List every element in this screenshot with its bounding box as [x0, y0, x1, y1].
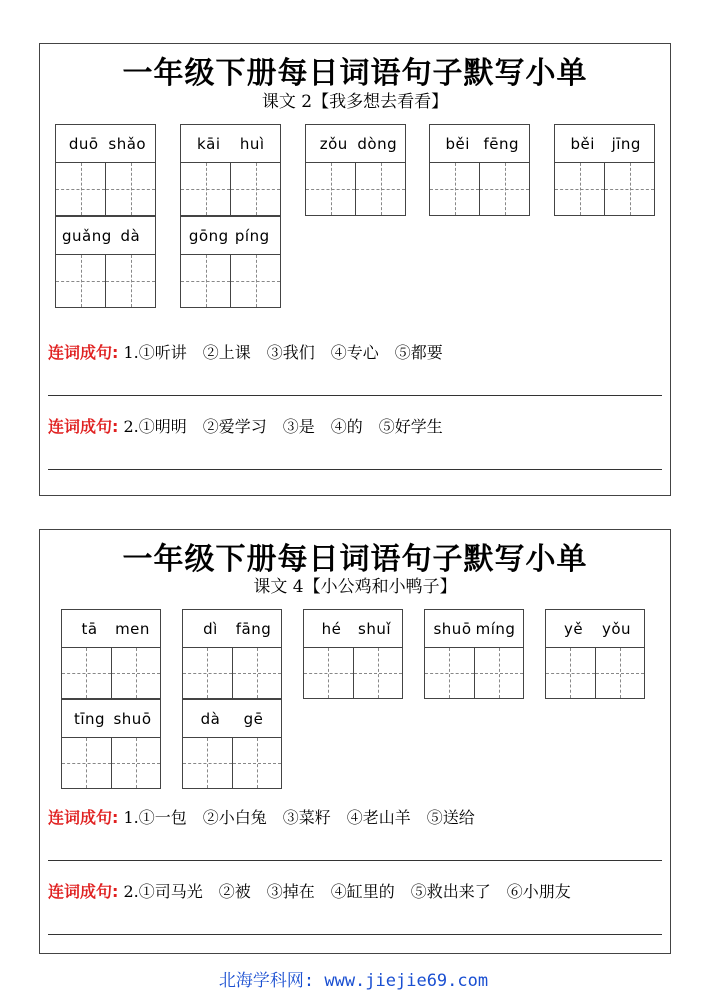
- pinyin-row: běi jīng: [555, 125, 654, 163]
- pinyin-row: hé shuǐ: [304, 610, 402, 648]
- answer-line[interactable]: [48, 469, 662, 470]
- exercise-words: 2.①司马光 ②被 ③掉在 ④缸里的 ⑤救出来了 ⑥小朋友: [123, 882, 571, 901]
- answer-line[interactable]: [48, 395, 662, 396]
- site-footer: 北海学科网: www.jiejie69.com: [218, 971, 489, 991]
- word-box-1: [61, 609, 161, 699]
- sheet-title: 一年级下册每日词语句子默写小单: [122, 542, 588, 577]
- exercise-label: 连词成句:: [48, 808, 119, 827]
- writing-grid[interactable]: [183, 648, 281, 698]
- word-box-3: [305, 124, 406, 216]
- pinyin-row: běi fēng: [430, 125, 529, 163]
- word-box-7: [180, 216, 281, 308]
- word-box-7: [182, 699, 282, 789]
- pinyin-row: yě yǒu: [546, 610, 644, 648]
- writing-grid[interactable]: [62, 648, 160, 698]
- pinyin-row: kāi huì: [181, 125, 280, 163]
- word-box-2: [182, 609, 282, 699]
- writing-grid[interactable]: [181, 163, 280, 215]
- writing-grid[interactable]: [181, 255, 280, 307]
- word-box-1: [55, 124, 156, 216]
- exercise-label: 连词成句:: [48, 417, 119, 436]
- lesson-subtitle: 课文 2【我多想去看看】: [261, 92, 449, 112]
- word-box-5: [545, 609, 645, 699]
- exercise-words: 1.①一包 ②小白兔 ③菜籽 ④老山羊 ⑤送给: [123, 808, 475, 827]
- writing-grid[interactable]: [425, 648, 523, 698]
- pinyin-row: gōng píng: [181, 217, 280, 255]
- word-box-4: [424, 609, 524, 699]
- writing-grid[interactable]: [546, 648, 644, 698]
- writing-grid[interactable]: [306, 163, 405, 215]
- exercise-label: 连词成句:: [48, 882, 119, 901]
- writing-grid[interactable]: [304, 648, 402, 698]
- word-box-2: [180, 124, 281, 216]
- worksheet-1: [39, 43, 671, 496]
- exercise-2: [48, 879, 662, 902]
- pinyin-row: dà gē: [183, 700, 281, 738]
- worksheet-2: [39, 529, 671, 954]
- exercise-words: 1.①听讲 ②上课 ③我们 ④专心 ⑤都要: [123, 343, 443, 362]
- exercise-1: [48, 805, 662, 828]
- pinyin-row: dì fāng: [183, 610, 281, 648]
- pinyin-row: tīng shuō: [62, 700, 160, 738]
- word-box-3: [303, 609, 403, 699]
- pinyin-row: shuō míng: [425, 610, 523, 648]
- answer-line[interactable]: [48, 860, 662, 861]
- writing-grid[interactable]: [56, 163, 155, 215]
- lesson-subtitle: 课文 4【小公鸡和小鸭子】: [253, 577, 457, 597]
- exercise-1: [48, 340, 662, 363]
- exercise-2: [48, 414, 662, 437]
- writing-grid[interactable]: [56, 255, 155, 307]
- word-box-4: [429, 124, 530, 216]
- pinyin-row: tā men: [62, 610, 160, 648]
- exercise-words: 2.①明明 ②爱学习 ③是 ④的 ⑤好学生: [123, 417, 443, 436]
- word-box-6: [55, 216, 156, 308]
- pinyin-row: guǎng dà: [56, 217, 155, 255]
- sheet-title: 一年级下册每日词语句子默写小单: [122, 56, 588, 91]
- writing-grid[interactable]: [62, 738, 160, 788]
- word-box-5: [554, 124, 655, 216]
- word-box-6: [61, 699, 161, 789]
- answer-line[interactable]: [48, 934, 662, 935]
- writing-grid[interactable]: [430, 163, 529, 215]
- writing-grid[interactable]: [555, 163, 654, 215]
- writing-grid[interactable]: [183, 738, 281, 788]
- pinyin-row: duō shǎo: [56, 125, 155, 163]
- pinyin-row: zǒu dòng: [306, 125, 405, 163]
- exercise-label: 连词成句:: [48, 343, 119, 362]
